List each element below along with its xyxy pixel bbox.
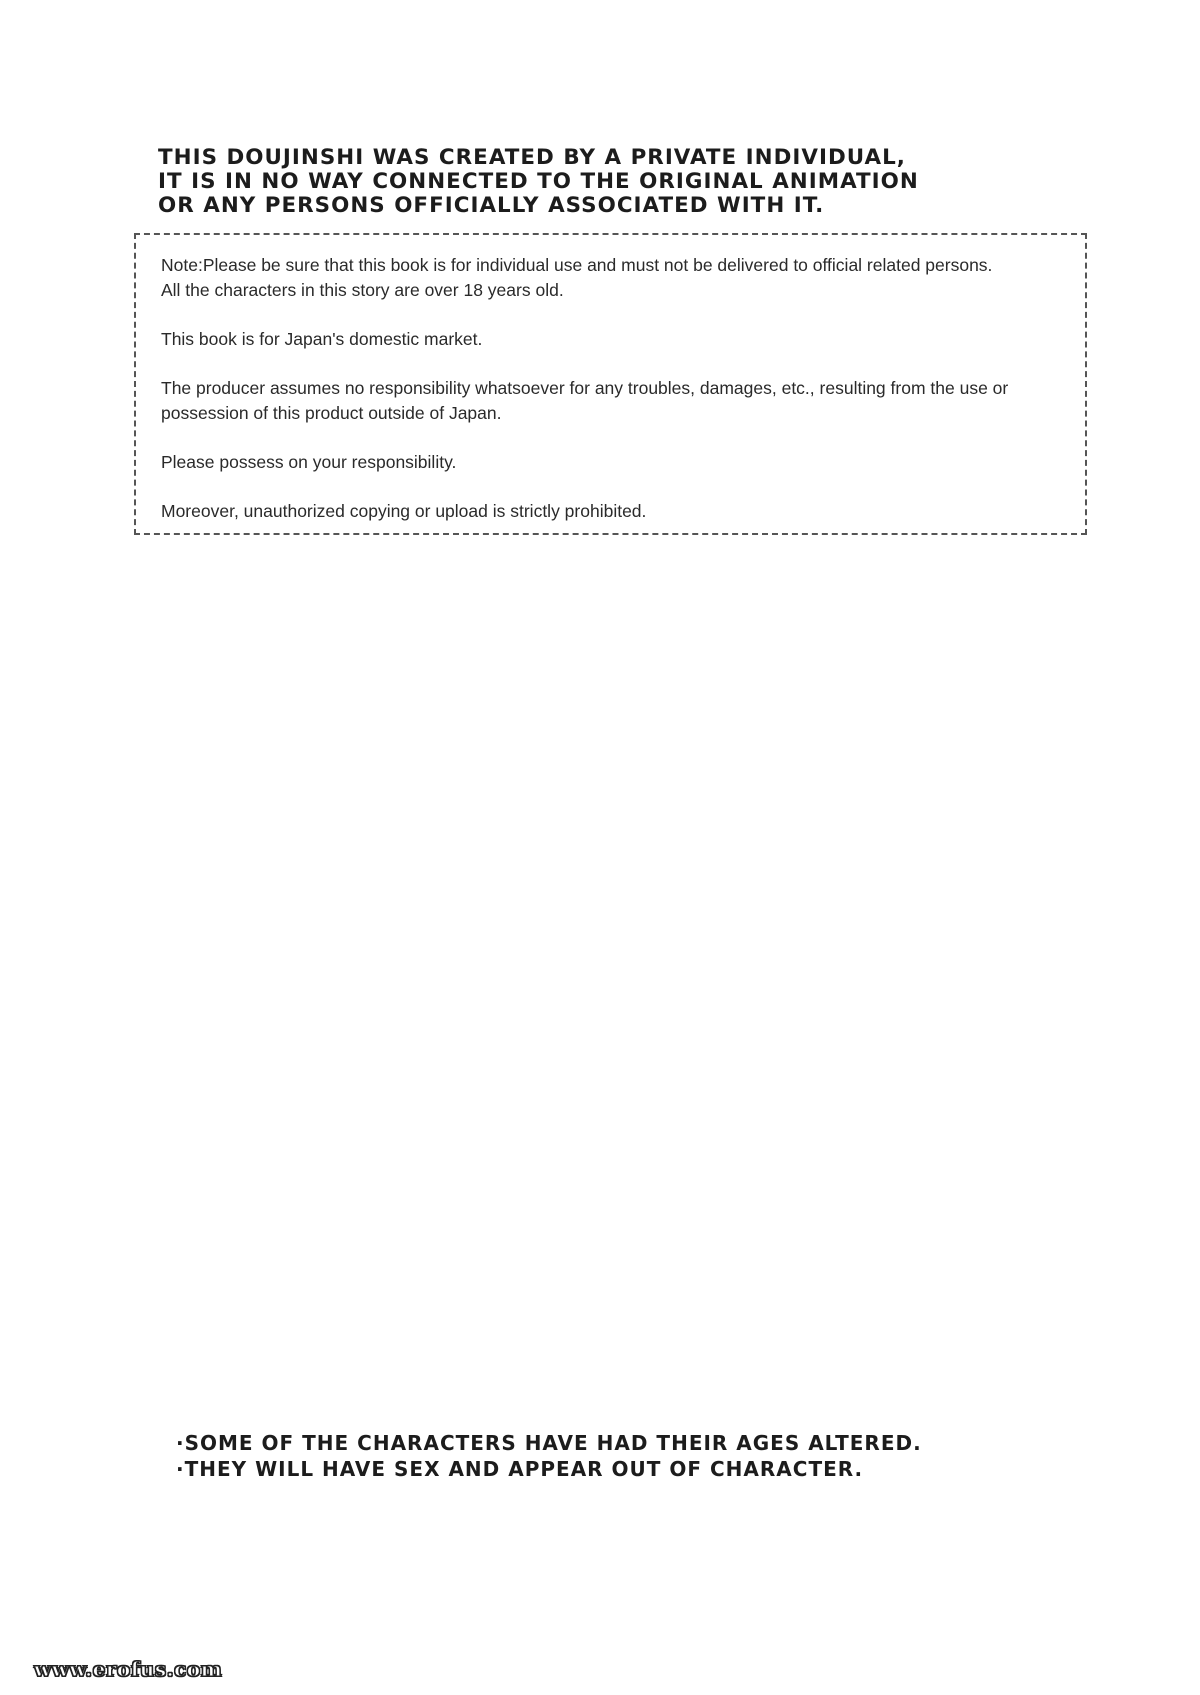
- disclaimer-paragraph-note: [161, 253, 1066, 303]
- header-notice-line-1: THIS DOUJINSHI WAS CREATED BY A PRIVATE INDIVIDUAL,: [158, 145, 906, 169]
- watermark: www.erofus.com: [34, 1657, 223, 1681]
- header-notice-line-3: OR ANY PERSONS OFFICIALLY ASSOCIATED WITH IT.: [158, 193, 825, 217]
- disclaimer-paragraph-responsibility: [161, 376, 1066, 426]
- footer-notes: [176, 1430, 1076, 1482]
- disclaimer-paragraph-market: This book is for Japan's domestic market.: [161, 329, 483, 349]
- footer-note-character: ·THEY WILL HAVE SEX AND APPEAR OUT OF CHARACTER.: [176, 1457, 864, 1481]
- disclaimer-paragraph-possess: Please possess on your responsibility.: [161, 452, 457, 472]
- disclaimer-note-line-2: All the characters in this story are over 18 years old.: [161, 280, 564, 300]
- disclaimer-note-line-1: Note:Please be sure that this book is for individual use and must not be delivered to official related persons.: [161, 255, 993, 275]
- header-notice: [158, 145, 1076, 217]
- header-notice-line-2: IT IS IN NO WAY CONNECTED TO THE ORIGINAL ANIMATION: [158, 169, 919, 193]
- disclaimer-responsibility-line-2: possession of this product outside of Japan.: [161, 403, 502, 423]
- disclaimer-responsibility-line-1: The producer assumes no responsibility whatsoever for any troubles, damages, etc., resulting from the use or: [161, 378, 1009, 398]
- disclaimer-box: [134, 233, 1087, 535]
- disclaimer-paragraph-copying: Moreover, unauthorized copying or upload is strictly prohibited.: [161, 501, 647, 521]
- disclaimer-text: [161, 253, 1066, 548]
- footer-note-ages: ·SOME OF THE CHARACTERS HAVE HAD THEIR AGES ALTERED.: [176, 1431, 922, 1455]
